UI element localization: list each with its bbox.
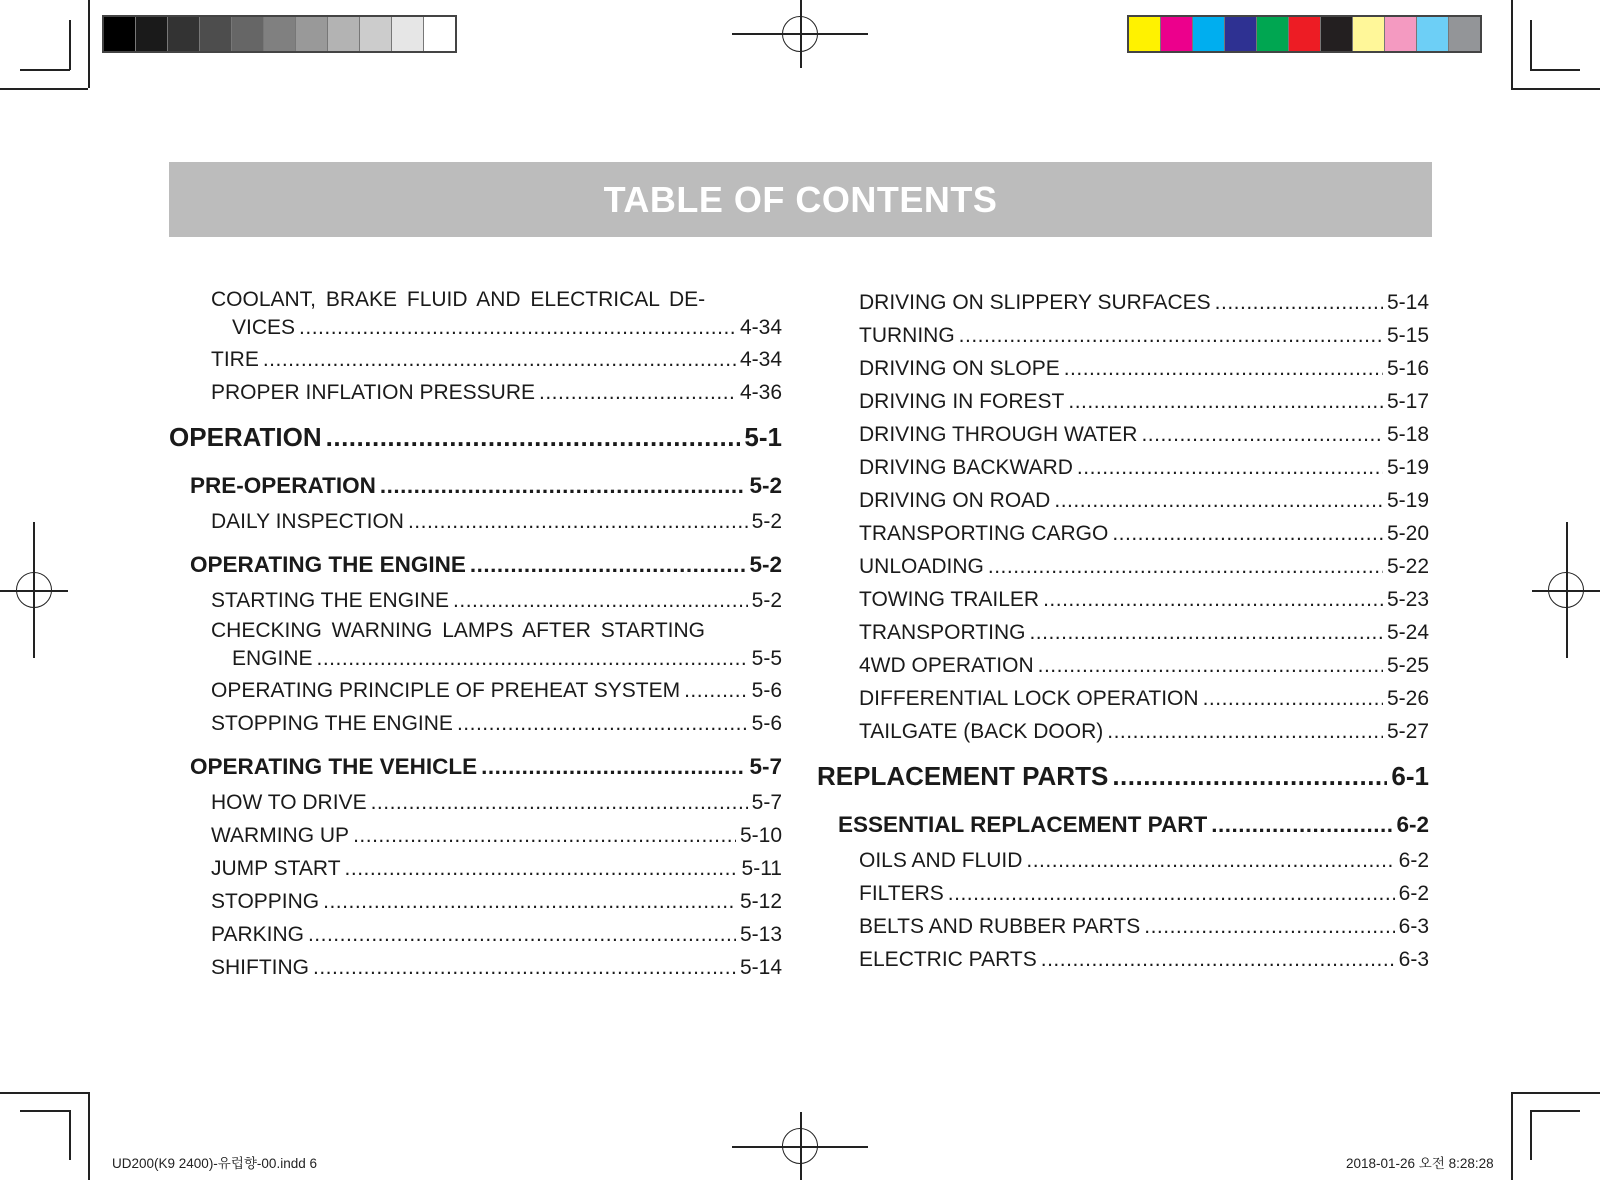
dot-leader	[1203, 682, 1383, 715]
toc-entry-title: DRIVING THROUGH WATER	[859, 423, 1138, 446]
toc-entry[interactable]	[169, 505, 782, 538]
toc-page-number: 6-3	[1398, 915, 1429, 938]
toc-entry[interactable]	[169, 707, 782, 740]
footer-file-info: UD200(K9 2400)-유럽향-00.indd 6	[112, 1156, 317, 1171]
toc-entry-title: DRIVING IN FOREST	[859, 390, 1065, 413]
page-title: TABLE OF CONTENTS	[603, 178, 998, 220]
toc-section[interactable]	[169, 748, 782, 786]
dot-leader	[959, 319, 1383, 352]
toc-entry-first-line: CHECKING WARNING LAMPS AFTER STARTING	[211, 619, 705, 642]
toc-entry[interactable]	[169, 786, 782, 819]
toc-entry-title: REPLACEMENT PARTS	[817, 761, 1109, 791]
toc-entry-title: STARTING THE ENGINE	[211, 589, 450, 612]
toc-page-number: 5-7	[749, 754, 782, 779]
toc-page-number: 5-14	[739, 956, 782, 979]
crop-mark-top-left-h2	[20, 69, 70, 71]
toc-entry-title: DRIVING BACKWARD	[859, 456, 1073, 479]
toc-page-number: 5-19	[1386, 489, 1429, 512]
toc-section[interactable]	[169, 546, 782, 584]
toc-page-number: 6-3	[1398, 948, 1429, 971]
toc-page-number: 5-10	[739, 824, 782, 847]
toc-entry-title: DIFFERENTIAL LOCK OPERATION	[859, 687, 1199, 710]
toc-entry[interactable]	[817, 877, 1429, 910]
dot-leader	[1029, 616, 1383, 649]
toc-entry-title: PRE-OPERATION	[190, 473, 376, 498]
color-swatch	[328, 17, 360, 51]
toc-page-number: 5-23	[1386, 588, 1429, 611]
toc-entry-title: DAILY INSPECTION	[211, 510, 404, 533]
toc-page-number: 5-11	[741, 857, 782, 880]
dot-leader	[380, 467, 746, 505]
crop-mark-bottom-left-v2	[69, 1110, 71, 1160]
toc-entry[interactable]	[169, 852, 782, 885]
color-swatch	[232, 17, 264, 51]
dot-leader	[684, 674, 748, 707]
dot-leader	[948, 877, 1395, 910]
crop-mark-top-right-v2	[1530, 20, 1532, 70]
crop-mark-bottom-right-v2	[1530, 1110, 1532, 1160]
toc-entry[interactable]	[169, 313, 782, 343]
toc-page-number: 5-5	[751, 647, 782, 670]
toc-entry-title: FILTERS	[859, 882, 944, 905]
toc-entry-first-line: COOLANT, BRAKE FLUID AND ELECTRICAL DE-	[211, 288, 706, 311]
dot-leader	[1107, 715, 1383, 748]
color-swatch	[1449, 17, 1480, 51]
toc-page-number: 4-34	[739, 316, 782, 339]
toc-entry-title: DRIVING ON SLIPPERY SURFACES	[859, 291, 1211, 314]
toc-entry-title: TAILGATE (BACK DOOR)	[859, 720, 1104, 743]
toc-entry[interactable]	[817, 385, 1429, 418]
toc-entry[interactable]	[817, 451, 1429, 484]
toc-page-number: 5-18	[1386, 423, 1429, 446]
color-swatch	[1289, 17, 1321, 51]
dot-leader	[1043, 583, 1383, 616]
toc-entry-title: UNLOADING	[859, 555, 984, 578]
toc-page-number: 5-6	[751, 679, 782, 702]
toc-page-number: 4-34	[739, 348, 782, 371]
toc-entry[interactable]	[817, 910, 1429, 943]
toc-page-number: 5-24	[1386, 621, 1429, 644]
toc-entry[interactable]	[169, 376, 782, 409]
toc-section[interactable]	[169, 467, 782, 505]
color-swatch	[1321, 17, 1353, 51]
toc-entry-title: ESSENTIAL REPLACEMENT PART	[838, 812, 1208, 837]
toc-page-number: 5-20	[1386, 522, 1429, 545]
toc-page-number: 5-2	[751, 589, 782, 612]
dot-leader	[1112, 517, 1383, 550]
crop-mark-top-left-v2	[69, 20, 71, 70]
toc-page-number: 5-27	[1386, 720, 1429, 743]
toc-page-number: 5-19	[1386, 456, 1429, 479]
crop-mark-bottom-right-v	[1511, 1092, 1513, 1180]
toc-entry-title: TRANSPORTING	[859, 621, 1026, 644]
dot-leader	[317, 644, 748, 674]
dot-leader	[453, 584, 748, 617]
toc-entry-title: STOPPING THE ENGINE	[211, 712, 453, 735]
toc-entry[interactable]	[817, 319, 1429, 352]
toc-page-number: 6-2	[1398, 849, 1429, 872]
toc-left-column	[169, 286, 782, 984]
color-swatch	[392, 17, 424, 51]
dot-leader	[539, 376, 736, 409]
dot-leader	[323, 885, 736, 918]
toc-entry[interactable]	[169, 951, 782, 984]
dot-leader	[1068, 385, 1383, 418]
dot-leader	[345, 852, 738, 885]
toc-chapter[interactable]	[169, 415, 782, 459]
dot-leader	[1141, 418, 1383, 451]
toc-page-number: 5-13	[739, 923, 782, 946]
toc-entry[interactable]	[169, 918, 782, 951]
color-swatch	[1257, 17, 1289, 51]
toc-page-number: 5-2	[749, 473, 782, 498]
process-color-bar	[1127, 15, 1482, 53]
crop-mark-top-right-h	[1511, 88, 1600, 90]
toc-page-number: 5-7	[751, 791, 782, 814]
footer-timestamp: 2018-01-26 오전 8:28:28	[1346, 1156, 1494, 1171]
grayscale-color-bar	[102, 15, 457, 53]
color-swatch	[264, 17, 296, 51]
toc-page-number: 5-2	[749, 552, 782, 577]
crop-mark-top-right-v	[1511, 0, 1513, 88]
toc-page-number: 4-36	[739, 381, 782, 404]
color-swatch	[104, 17, 136, 51]
toc-entry[interactable]	[817, 418, 1429, 451]
crop-mark-bottom-left-h	[0, 1092, 88, 1094]
toc-entry[interactable]	[817, 943, 1429, 976]
toc-right-column	[817, 286, 1429, 976]
toc-entry-title: WARMING UP	[211, 824, 350, 847]
toc-entry[interactable]	[817, 550, 1429, 583]
toc-entry-title: ELECTRIC PARTS	[859, 948, 1037, 971]
toc-entry-title: JUMP START	[211, 857, 341, 880]
toc-entry-title: TIRE	[211, 348, 259, 371]
dot-leader	[1064, 352, 1383, 385]
color-swatch	[200, 17, 232, 51]
toc-entry-title: PARKING	[211, 923, 304, 946]
toc-entry-title: 4WD OPERATION	[859, 654, 1034, 677]
toc-entry-title: PROPER INFLATION PRESSURE	[211, 381, 536, 404]
color-swatch	[1225, 17, 1257, 51]
color-swatch	[296, 17, 328, 51]
toc-chapter[interactable]	[817, 754, 1429, 798]
dot-leader	[1038, 649, 1383, 682]
title-band	[169, 162, 1432, 237]
toc-page-number: 5-12	[739, 890, 782, 913]
toc-entry[interactable]	[817, 649, 1429, 682]
toc-entry-title: SHIFTING	[211, 956, 309, 979]
toc-entry-title: ENGINE	[232, 647, 313, 670]
color-swatch	[1385, 17, 1417, 51]
toc-entry-title: OPERATION	[169, 422, 322, 452]
toc-entry[interactable]	[817, 583, 1429, 616]
toc-entry-title: BELTS AND RUBBER PARTS	[859, 915, 1141, 938]
toc-page-number: 6-2	[1398, 882, 1429, 905]
dot-leader	[326, 415, 741, 459]
dot-leader	[263, 343, 736, 376]
dot-leader	[1211, 806, 1392, 844]
dot-leader	[1054, 484, 1383, 517]
toc-page-number: 5-17	[1386, 390, 1429, 413]
color-swatch	[1129, 17, 1161, 51]
toc-entry-title: DRIVING ON ROAD	[859, 489, 1051, 512]
toc-entry-title: TRANSPORTING CARGO	[859, 522, 1109, 545]
toc-entry[interactable]	[817, 484, 1429, 517]
toc-entry-title: STOPPING	[211, 890, 320, 913]
toc-page-number: 5-15	[1386, 324, 1429, 347]
toc-entry-title: OPERATING PRINCIPLE OF PREHEAT SYSTEM	[211, 679, 681, 702]
toc-page-number: 5-22	[1386, 555, 1429, 578]
dot-leader	[481, 748, 745, 786]
color-swatch	[168, 17, 200, 51]
dot-leader	[1041, 943, 1395, 976]
dot-leader	[1026, 844, 1394, 877]
dot-leader	[470, 546, 746, 584]
toc-entry[interactable]	[817, 352, 1429, 385]
crop-mark-bottom-left-h2	[20, 1110, 70, 1112]
toc-entry[interactable]	[817, 616, 1429, 649]
toc-page-number: 6-1	[1391, 761, 1429, 791]
dot-leader	[299, 313, 736, 343]
dot-leader	[1215, 286, 1383, 319]
crop-mark-top-left-h	[0, 88, 88, 90]
toc-entry-title: OPERATING THE VEHICLE	[190, 754, 478, 779]
toc-entry[interactable]	[817, 286, 1429, 319]
toc-page-number: 5-25	[1386, 654, 1429, 677]
dot-leader	[371, 786, 748, 819]
color-swatch	[360, 17, 392, 51]
toc-entry[interactable]	[169, 584, 782, 617]
dot-leader	[1144, 910, 1394, 943]
toc-entry-title: OILS AND FLUID	[859, 849, 1023, 872]
dot-leader	[313, 951, 736, 984]
toc-page-number: 5-6	[751, 712, 782, 735]
toc-entry[interactable]	[817, 844, 1429, 877]
toc-entry[interactable]	[169, 885, 782, 918]
toc-page-number: 5-2	[751, 510, 782, 533]
toc-page-number: 5-16	[1386, 357, 1429, 380]
crop-mark-top-left-v	[88, 0, 90, 88]
crop-mark-bottom-right-h	[1511, 1092, 1600, 1094]
dot-leader	[1112, 754, 1387, 798]
color-swatch	[1417, 17, 1449, 51]
color-swatch	[1193, 17, 1225, 51]
dot-leader	[1077, 451, 1383, 484]
crop-mark-bottom-left-v	[88, 1092, 90, 1180]
toc-entry-title: TURNING	[859, 324, 955, 347]
color-swatch	[424, 17, 455, 51]
toc-entry-title: HOW TO DRIVE	[211, 791, 367, 814]
toc-page-number: 5-1	[744, 422, 782, 452]
toc-entry[interactable]	[169, 644, 782, 674]
toc-section[interactable]	[817, 806, 1429, 844]
toc-page-number: 6-2	[1396, 812, 1429, 837]
dot-leader	[408, 505, 748, 538]
crop-mark-bottom-right-h2	[1530, 1110, 1580, 1112]
color-swatch	[136, 17, 168, 51]
toc-entry[interactable]	[169, 819, 782, 852]
toc-entry-title: TOWING TRAILER	[859, 588, 1040, 611]
toc-page-number: 5-26	[1386, 687, 1429, 710]
color-swatch	[1353, 17, 1385, 51]
toc-entry[interactable]	[817, 715, 1429, 748]
toc-entry[interactable]	[817, 682, 1429, 715]
dot-leader	[457, 707, 748, 740]
color-swatch	[1161, 17, 1193, 51]
dot-leader	[353, 819, 736, 852]
toc-entry-title: OPERATING THE ENGINE	[190, 552, 466, 577]
dot-leader	[988, 550, 1383, 583]
toc-entry[interactable]	[817, 517, 1429, 550]
toc-page-number: 5-14	[1386, 291, 1429, 314]
toc-entry[interactable]	[169, 674, 782, 707]
dot-leader	[308, 918, 736, 951]
toc-entry-title: VICES	[232, 316, 296, 339]
toc-entry[interactable]	[169, 343, 782, 376]
crop-mark-top-right-h2	[1530, 69, 1580, 71]
toc-entry-title: DRIVING ON SLOPE	[859, 357, 1060, 380]
